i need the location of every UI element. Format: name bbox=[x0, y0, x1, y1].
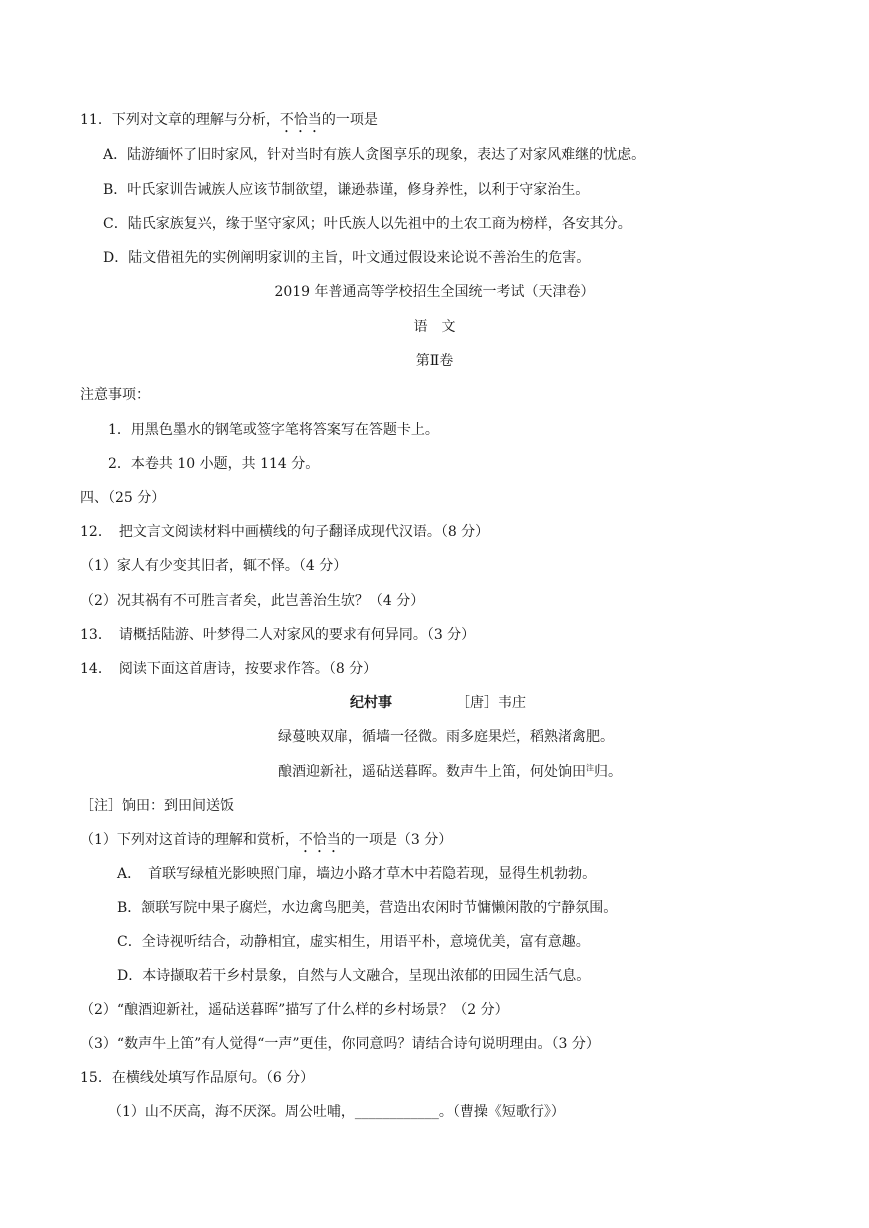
footnote-marker: 注 bbox=[586, 763, 594, 773]
question-14-option-b: B．颔联写院中果子腐烂，水边禽鸟肥美，营造出农闲时节慵懒闲散的宁静氛围。 bbox=[117, 900, 618, 916]
poem-title: 纪村事 bbox=[350, 695, 392, 711]
volume-title: 第Ⅱ卷 bbox=[415, 353, 454, 369]
notice-item-2: 2．本卷共 10 小题，共 114 分。 bbox=[108, 456, 320, 472]
question-11-suffix: 的一项是 bbox=[321, 112, 378, 128]
subject-title: 语 文 bbox=[413, 319, 456, 335]
poem-line-2-text: 酿酒迎新社，遥砧送暮晖。数声牛上笛，何处饷田 bbox=[278, 764, 586, 780]
question-11-stem bbox=[80, 110, 378, 136]
question-11-option-d: D．陆文借祖先的实例阐明家训的主旨，叶文通过假设来论说不善治生的危害。 bbox=[103, 250, 591, 266]
question-14-sub-1 bbox=[80, 830, 452, 856]
question-14-sub-1-suffix: 的一项是（3 分） bbox=[340, 832, 453, 848]
question-11-emphasis: 不恰当 bbox=[279, 112, 322, 128]
notice-title: 注意事项： bbox=[80, 387, 150, 403]
question-14-sub-2: （2）“酿酒迎新社，遥砧送暮晖”描写了什么样的乡村场景？（2 分） bbox=[80, 1002, 509, 1018]
question-12-sub-2: （2）况其祸有不可胜言者矣，此岂善治生欤？（4 分） bbox=[80, 593, 425, 609]
question-11-prefix: 11．下列对文章的理解与分析， bbox=[80, 112, 280, 128]
exam-title: 2019 年普通高等学校招生全国统一考试（天津卷） bbox=[274, 284, 595, 300]
question-14-sub-3: （3）“数声牛上笛”有人觉得“一声”更佳，你同意吗？请结合诗句说明理由。（3 分） bbox=[80, 1036, 600, 1052]
question-12-sub-1: （1）家人有少变其旧者，辄不怿。（4 分） bbox=[80, 558, 348, 574]
question-14-sub-1-emphasis: 不恰当 bbox=[298, 832, 341, 848]
question-12-stem: 12． 把文言文阅读材料中画横线的句子翻译成现代汉语。（8 分） bbox=[80, 524, 490, 540]
poem-line-1: 绿蔓映双扉，循墙一径微。雨多庭果烂，稻熟渚禽肥。 bbox=[278, 729, 614, 745]
poem-note: ［注］饷田：到田间送饭 bbox=[80, 798, 234, 814]
question-13-stem: 13． 请概括陆游、叶梦得二人对家风的要求有何异同。（3 分） bbox=[80, 627, 476, 643]
question-14-option-a: A． 首联写绿植光影映照门扉，墙边小路才草木中若隐若现，显得生机勃勃。 bbox=[117, 866, 597, 882]
question-11-option-b: B．叶氏家训告诫族人应该节制欲望，谦逊恭谨，修身养性，以利于守家治生。 bbox=[103, 182, 590, 198]
question-14-option-c: C．全诗视听结合，动静相宜，虚实相生，用语平朴，意境优美，富有意趣。 bbox=[117, 934, 590, 950]
question-15-sub-1: （1）山不厌高，海不厌深。周公吐哺，____________。（曹操《短歌行》） bbox=[108, 1104, 565, 1120]
question-14-option-d: D．本诗撷取若干乡村景象，自然与人文融合，呈现出浓郁的田园生活气息。 bbox=[117, 968, 591, 984]
question-11-option-c: C．陆氏家族复兴，缘于坚守家风；叶氏族人以先祖中的土农工商为榜样，各安其分。 bbox=[103, 216, 632, 232]
question-14-stem: 14． 阅读下面这首唐诗，按要求作答。（8 分） bbox=[80, 661, 378, 677]
poem-line-2-end: 归。 bbox=[594, 764, 622, 780]
notice-item-1: 1．用黑色墨水的钢笔或签字笔将答案写在答题卡上。 bbox=[108, 422, 439, 438]
question-15-stem: 15．在横线处填写作品原句。（6 分） bbox=[80, 1070, 315, 1086]
section-heading: 四、（25 分） bbox=[80, 490, 166, 506]
question-14-sub-1-prefix: （1）下列对这首诗的理解和赏析， bbox=[80, 832, 299, 848]
poem-line-2 bbox=[278, 762, 622, 782]
question-11-option-a: A．陆游缅怀了旧时家风，针对当时有族人贪图享乐的现象，表达了对家风难继的忧虑。 bbox=[103, 147, 646, 163]
poem-author: ［唐］韦庄 bbox=[456, 695, 526, 711]
